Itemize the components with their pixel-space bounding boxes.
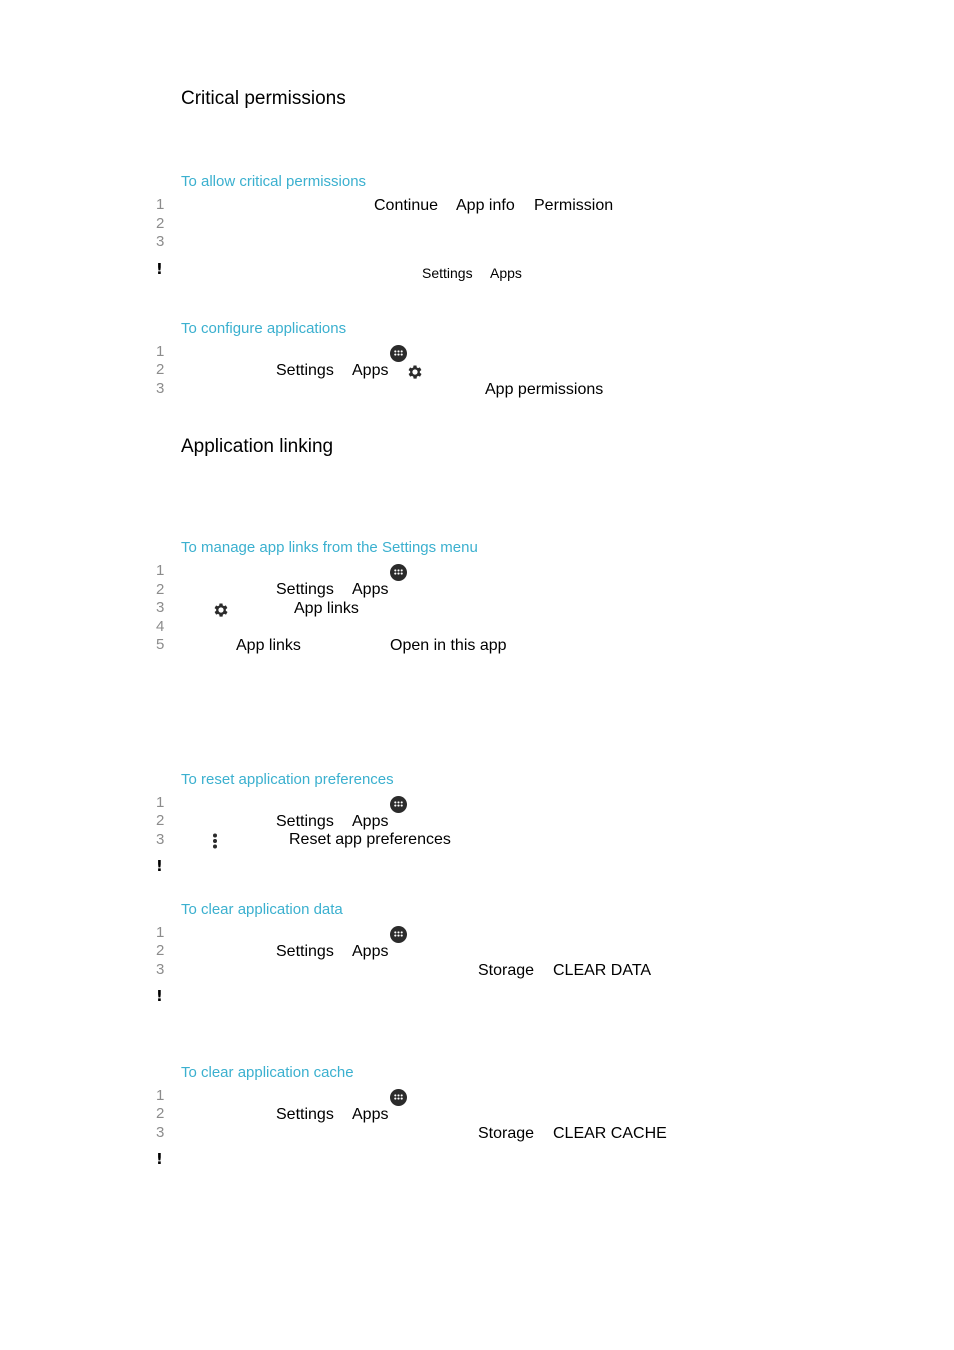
term-apps: Apps	[352, 362, 389, 379]
apps-grid-icon	[390, 1089, 407, 1106]
gear-icon	[212, 601, 230, 619]
term-settings: Settings	[276, 362, 334, 379]
step-number: 2	[156, 215, 165, 232]
step-number: 2	[156, 812, 165, 829]
term-apps: Apps	[352, 943, 389, 960]
term-app-permissions: App permissions	[485, 381, 604, 398]
term-settings: Settings	[276, 943, 334, 960]
apps-grid-icon	[390, 345, 407, 362]
step-number: 1	[156, 794, 165, 811]
term-clear-data: CLEAR DATA	[553, 962, 652, 979]
note-exclamation-icon: !	[156, 987, 163, 1005]
term-app-links: App links	[236, 637, 301, 654]
subheading-configure-applications: To configure applications	[181, 320, 347, 337]
note-exclamation-icon: !	[156, 857, 163, 875]
apps-grid-icon	[390, 926, 407, 943]
term-open-in-this-app: Open in this app	[390, 637, 507, 654]
step-number: 5	[156, 636, 165, 653]
step-number: 3	[156, 233, 165, 250]
step-number: 3	[156, 831, 165, 848]
note-exclamation-icon: !	[156, 1150, 163, 1168]
term-storage: Storage	[478, 962, 535, 979]
step-number: 1	[156, 1087, 165, 1104]
note-exclamation-icon: !	[156, 260, 163, 278]
term-settings: Settings	[422, 265, 473, 281]
step-number: 3	[156, 961, 165, 978]
term-settings: Settings	[276, 813, 334, 830]
subheading-manage-app-links: To manage app links from the Settings menu	[181, 539, 478, 556]
section-heading-application-linking: Application linking	[181, 436, 334, 457]
step-number: 1	[156, 196, 165, 213]
more-vertical-icon	[211, 833, 219, 849]
step-number: 1	[156, 343, 165, 360]
step-number: 2	[156, 581, 165, 598]
subheading-reset-preferences: To reset application preferences	[181, 771, 394, 788]
term-clear-cache: CLEAR CACHE	[553, 1125, 667, 1142]
subheading-clear-data: To clear application data	[181, 901, 343, 918]
term-permission: Permission	[534, 197, 614, 214]
term-settings: Settings	[276, 1106, 334, 1123]
gear-icon	[406, 363, 424, 381]
term-apps: Apps	[352, 1106, 389, 1123]
step-number: 1	[156, 924, 165, 941]
step-number: 2	[156, 942, 165, 959]
term-apps: Apps	[352, 813, 389, 830]
step-number: 3	[156, 599, 165, 616]
apps-grid-icon	[390, 796, 407, 813]
step-number: 4	[156, 618, 165, 635]
term-storage: Storage	[478, 1125, 535, 1142]
apps-grid-icon	[390, 564, 407, 581]
step-number: 3	[156, 380, 165, 397]
term-app-info: App info	[456, 197, 515, 214]
term-continue: Continue	[374, 197, 439, 214]
subheading-clear-cache: To clear application cache	[181, 1064, 354, 1081]
term-reset-app-preferences: Reset app preferences	[289, 831, 451, 848]
subheading-allow-critical-permissions: To allow critical permissions	[181, 173, 367, 190]
step-number: 2	[156, 361, 165, 378]
step-number: 2	[156, 1105, 165, 1122]
term-app-links: App links	[294, 600, 359, 617]
term-apps: Apps	[490, 265, 522, 281]
section-heading-critical-permissions: Critical permissions	[181, 88, 346, 109]
step-number: 1	[156, 562, 165, 579]
term-settings: Settings	[276, 581, 334, 598]
term-apps: Apps	[352, 581, 389, 598]
step-number: 3	[156, 1124, 165, 1141]
